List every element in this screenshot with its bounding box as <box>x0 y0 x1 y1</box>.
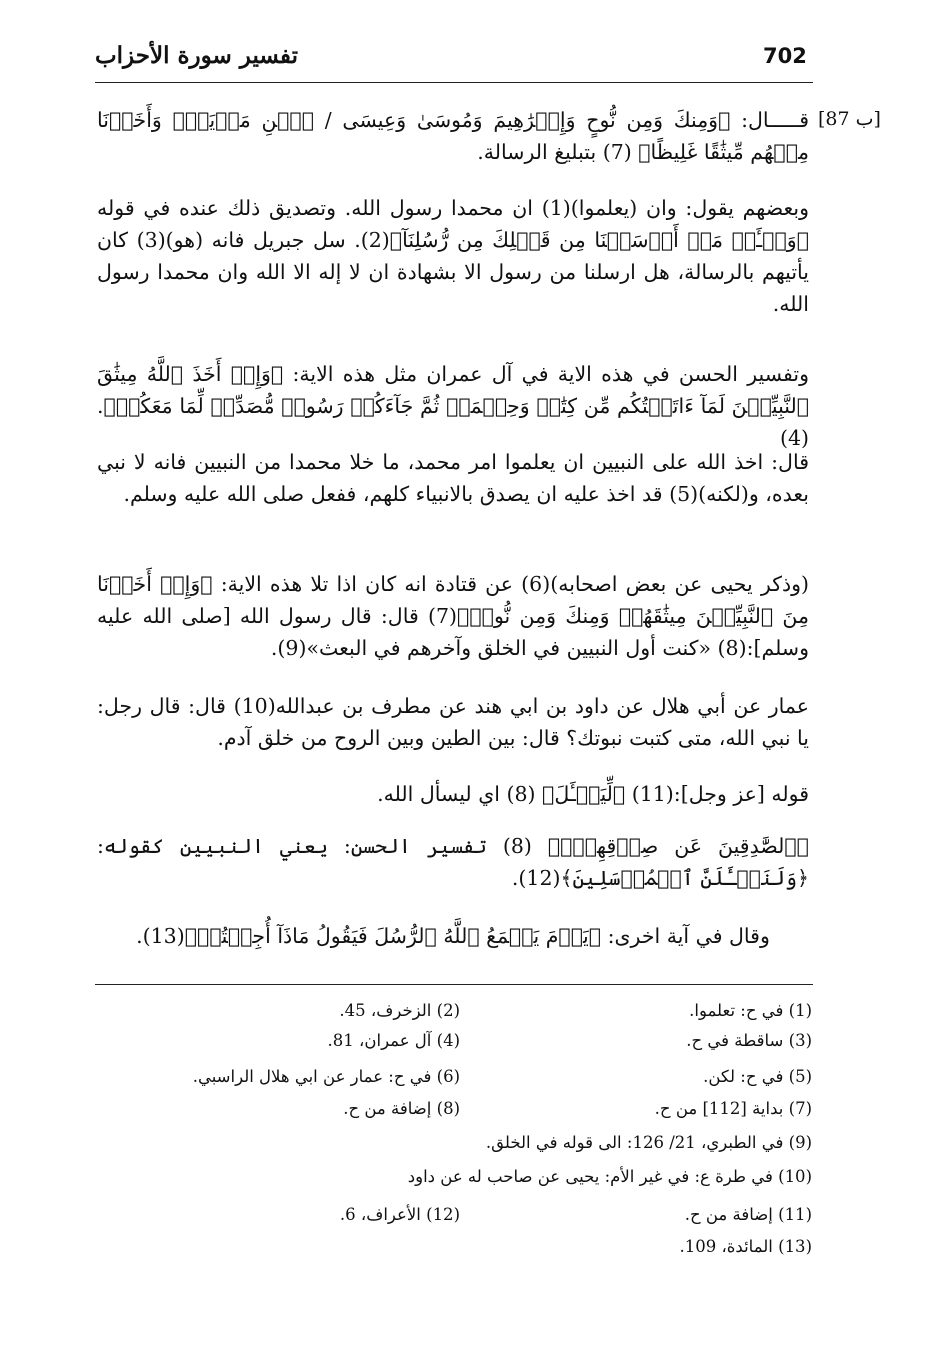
footnote-7 <box>655 1098 812 1120</box>
footnote-text: إضافة من ح. <box>343 1099 432 1118</box>
footnote-3 <box>686 1030 812 1052</box>
footnote-9 <box>486 1132 812 1154</box>
footnote-number: (13) <box>778 1237 812 1256</box>
paragraph-4: قال: اخذ الله على النبيين ان يعلموا امر محمد، ما خلا محمدا من النبيين فانه لا نبي بعده، و(لكنه)(5) قد اخذ عليه ان يصدق بالانبياء كلهم، ففعل صلى الله عليه وسلم. <box>97 450 809 506</box>
footnote-13 <box>679 1236 812 1258</box>
footnote-8 <box>343 1098 460 1120</box>
paragraph-1: قـــــال: ﴿وَمِنكَ وَمِن نُّوحٍ وَإِبۡرَٰهِيمَ وَمُوسَىٰ وَعِيسَى / ٱبۡنِ مَرۡيَمَۖ وَأَخَذۡنَا مِنۡهُم مِّيثَٰقًا غَلِيظًا﴾ (7) بتبليغ الرسالة. <box>97 108 809 164</box>
footnote-text: الزخرف، 45. <box>339 1001 432 1020</box>
paragraph-8: ﴿ٱلصَّٰدِقِينَ عَن صِدۡقِهِمۡۚ﴾ (8) تفسير الحسن: يعني النبيين كقوله: ﴿وَلَنَسۡـَٔلَنَّ ٱلۡمُرۡسَلِينَ﴾(12). <box>97 834 809 890</box>
footnote-text: بداية [112] من ح. <box>654 1099 784 1118</box>
paragraph-7: قوله [عز وجل]:(11) ﴿لِّيَسۡـَٔلَ﴾ (8) اي ليسأل الله. <box>377 782 809 806</box>
manuscript-folio-reference: [87 ب] <box>818 108 881 130</box>
footnote-number: (8) <box>436 1099 460 1118</box>
footnote-number: (11) <box>778 1205 812 1224</box>
running-title: تفسير سورة الأحزاب <box>95 42 298 69</box>
footnote-number: (12) <box>426 1205 460 1224</box>
paragraph-5: (وذكر يحيى عن بعض اصحابه)(6) عن قتادة انه كان اذا تلا هذه الاية: ﴿وَإِذۡ أَخَذۡنَا مِنَ ٱلنَّبِيِّـۧنَ مِيثَٰقَهُمۡ وَمِنكَ وَمِن نُّوحٖ﴾(7) قال: قال رسول الله [صلى الله عليه وسلم]:(8) «كنت أول النبيين في الخلق وآخرهم في البعث»(9). <box>97 572 809 660</box>
footnote-4 <box>328 1030 460 1052</box>
footnote-number: (1) <box>788 1001 812 1020</box>
footnote-number: (3) <box>788 1031 812 1050</box>
footnote-text: ساقطة في ح. <box>686 1031 784 1050</box>
footnote-text: المائدة، 109. <box>679 1237 773 1256</box>
footnote-1 <box>689 1000 812 1022</box>
footnote-number: (10) <box>778 1167 812 1186</box>
footnote-divider <box>95 984 813 985</box>
footnote-number: (7) <box>788 1099 812 1118</box>
footnote-text: في ح: عمار عن ابي هلال الراسبي. <box>192 1067 432 1086</box>
footnote-11 <box>685 1204 812 1226</box>
footnote-5 <box>703 1066 812 1088</box>
footnote-number: (6) <box>436 1067 460 1086</box>
footnote-12 <box>340 1204 460 1226</box>
footnote-text: في ح: لكن. <box>703 1067 784 1086</box>
page-number: 702 <box>763 44 807 68</box>
footnote-number: (2) <box>436 1001 460 1020</box>
paragraph-6: عمار عن أبي هلال عن داود بن ابي هند عن مطرف بن عبدالله(10) قال: قال رجل: يا نبي الله، متى كتبت نبوتك؟ قال: بين الطين وبين الروح من خلق آدم. <box>97 694 809 750</box>
footnote-text: آل عمران، 81. <box>327 1031 432 1050</box>
footnote-text: في طرة ع: في غير الأم: يحيى عن صاحب له عن داود <box>407 1167 773 1186</box>
footnote-text: في ح: تعلموا. <box>689 1001 784 1020</box>
paragraph-3: وتفسير الحسن في هذه الاية في آل عمران مثل هذه الاية: ﴿وَإِذۡ أَخَذَ ٱللَّهُ مِيثَٰقَ ٱلنَّبِيِّـۧنَ لَمَآ ءَاتَيۡتُكُم مِّن كِتَٰبٖ وَحِكۡمَةٖ ثُمَّ جَآءَكُمۡ رَسُولٞ مُّصَدِّقٞ لِّمَا مَعَكُمۡ﴾.(4) <box>97 362 809 450</box>
footnote-10 <box>408 1166 812 1188</box>
paragraph-2: وبعضهم يقول: وان (يعلموا)(1) ان محمدا رسول الله. وتصديق ذلك عنده في قوله ﴿وَسۡـَٔلۡ مَنۡ أَرۡسَلۡنَا مِن قَبۡلِكَ مِن رُّسُلِنَآ﴾(2). سل جبريل فانه (هو)(3) كان يأتيهم بالرسالة، هل ارسلنا من رسول الا بشهادة ان لا إله الا الله وان محمدا رسول الله. <box>97 196 810 316</box>
footnote-6 <box>193 1066 460 1088</box>
footnote-text: الأعراف، 6. <box>339 1205 421 1224</box>
footnote-number: (9) <box>788 1133 812 1152</box>
footnote-2 <box>339 1000 460 1022</box>
footnote-number: (4) <box>436 1031 460 1050</box>
footnote-text: إضافة من ح. <box>684 1205 773 1224</box>
page-header <box>95 38 813 83</box>
paragraph-9: وقال في آية اخرى: ﴿يَوۡمَ يَجۡمَعُ ٱللَّهُ ٱلرُّسُلَ فَيَقُولُ مَاذَآ أُجِبۡتُمۡ﴾(13). <box>136 924 770 948</box>
footnote-number: (5) <box>788 1067 812 1086</box>
footnote-text: في الطبري، 21/ 126: الى قوله في الخلق. <box>485 1133 784 1152</box>
